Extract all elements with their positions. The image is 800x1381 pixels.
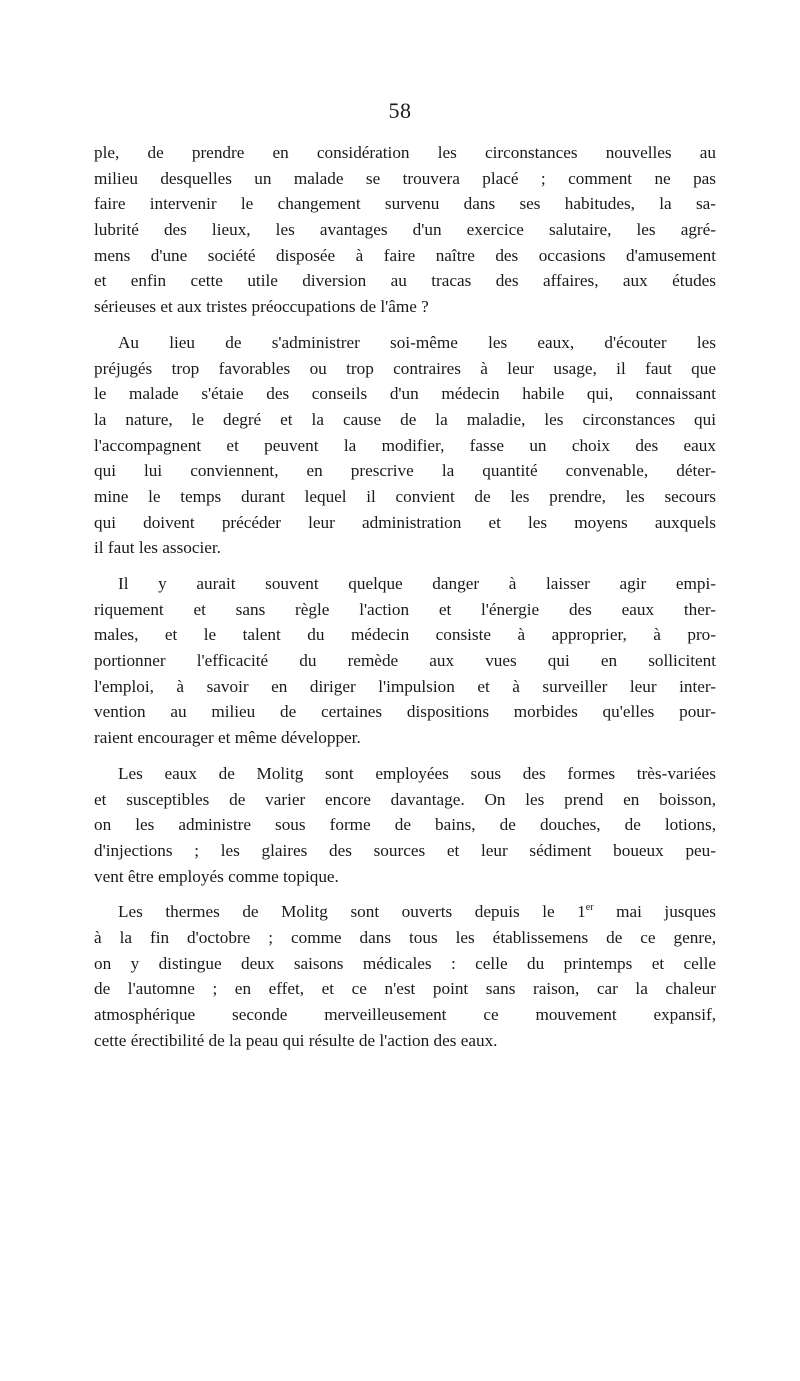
text-line: qui lui conviennent, en prescrive la quantité convenable, déter- bbox=[94, 461, 716, 481]
text-line: ple, de prendre en considération les circonstances nouvelles au bbox=[94, 143, 716, 162]
text-line bbox=[94, 899, 716, 925]
page-number: 58 bbox=[388, 98, 412, 123]
text-line: Au lieu de s'administrer soi-même les eaux, d'écouter les bbox=[118, 332, 716, 352]
paragraph-5 bbox=[94, 899, 716, 1053]
text-line: Les eaux de Molitg sont employées sous des formes très-variées bbox=[118, 763, 716, 783]
text-line: et enfin cette utile diversion au tracas des affaires, aux études bbox=[94, 271, 716, 291]
text-line: portionner l'efficacité du remède aux vues qui en sollicitent bbox=[94, 651, 716, 671]
page-text bbox=[94, 140, 716, 1063]
text-line: riquement et sans règle l'action et l'énergie des eaux ther- bbox=[94, 599, 716, 619]
text-line: d'injections ; les glaires des sources et leur sédiment boueux peu- bbox=[94, 840, 716, 860]
text-line: sérieuses et aux tristes préoccupations de l'âme ? bbox=[94, 297, 429, 317]
paragraph-4 bbox=[94, 761, 716, 889]
text-line: à la fin d'octobre ; comme dans tous les établissemens de ce genre, bbox=[94, 927, 716, 947]
text-line: l'accompagnent et peuvent la modifier, fasse un choix des eaux bbox=[94, 435, 716, 455]
text-line: il faut les associer. bbox=[94, 538, 221, 558]
text-line: lubrité des lieux, les avantages d'un exercice salutaire, les agré- bbox=[94, 220, 716, 240]
text-line: atmosphérique seconde merveilleusement ce mouvement expansif, bbox=[94, 1005, 716, 1024]
text-line: et susceptibles de varier encore davantage. On les prend en boisson, bbox=[94, 789, 716, 809]
text-line: faire intervenir le changement survenu dans ses habitudes, la sa- bbox=[94, 194, 716, 214]
text-line: de l'automne ; en effet, et ce n'est point sans raison, car la chaleur bbox=[94, 979, 716, 999]
text-line: l'emploi, à savoir en diriger l'impulsion et à surveiller leur inter- bbox=[94, 676, 716, 696]
text-line: mens d'une société disposée à faire naître des occasions d'amusement bbox=[94, 245, 716, 265]
text-segment: Les thermes de Molitg sont ouverts depuis le 1 bbox=[118, 902, 586, 922]
superscript: er bbox=[585, 902, 594, 914]
text-line: vent être employés comme topique. bbox=[94, 866, 339, 886]
text-line: vention au milieu de certaines dispositions morbides qu'elles pour- bbox=[94, 702, 716, 722]
text-line: préjugés trop favorables ou trop contraires à leur usage, il faut que bbox=[94, 358, 716, 378]
text-line: on les administre sous forme de bains, de douches, de lotions, bbox=[94, 815, 716, 835]
text-line: qui doivent précéder leur administration et les moyens auxquels bbox=[94, 512, 716, 532]
text-line: la nature, le degré et la cause de la maladie, les circonstances qui bbox=[94, 409, 716, 429]
text-line: on y distingue deux saisons médicales : celle du printemps et celle bbox=[94, 953, 716, 973]
text-line: milieu desquelles un malade se trouvera placé ; comment ne pas bbox=[94, 168, 716, 188]
text-line: cette érectibilité de la peau qui résulte de l'action des eaux. bbox=[94, 1030, 498, 1050]
text-segment: mai jusques bbox=[593, 902, 716, 922]
text-line: raient encourager et même développer. bbox=[94, 728, 361, 748]
text-line: Il y aurait souvent quelque danger à laisser agir empi- bbox=[118, 574, 716, 593]
paragraph-2 bbox=[94, 330, 716, 561]
text-line: males, et le talent du médecin consiste à approprier, à pro- bbox=[94, 625, 716, 645]
paragraph-3 bbox=[94, 571, 716, 751]
text-line: le malade s'étaie des conseils d'un médecin habile qui, connaissant bbox=[94, 384, 716, 404]
paragraph-1 bbox=[94, 140, 716, 320]
text-line: mine le temps durant lequel il convient de les prendre, les secours bbox=[94, 486, 716, 506]
